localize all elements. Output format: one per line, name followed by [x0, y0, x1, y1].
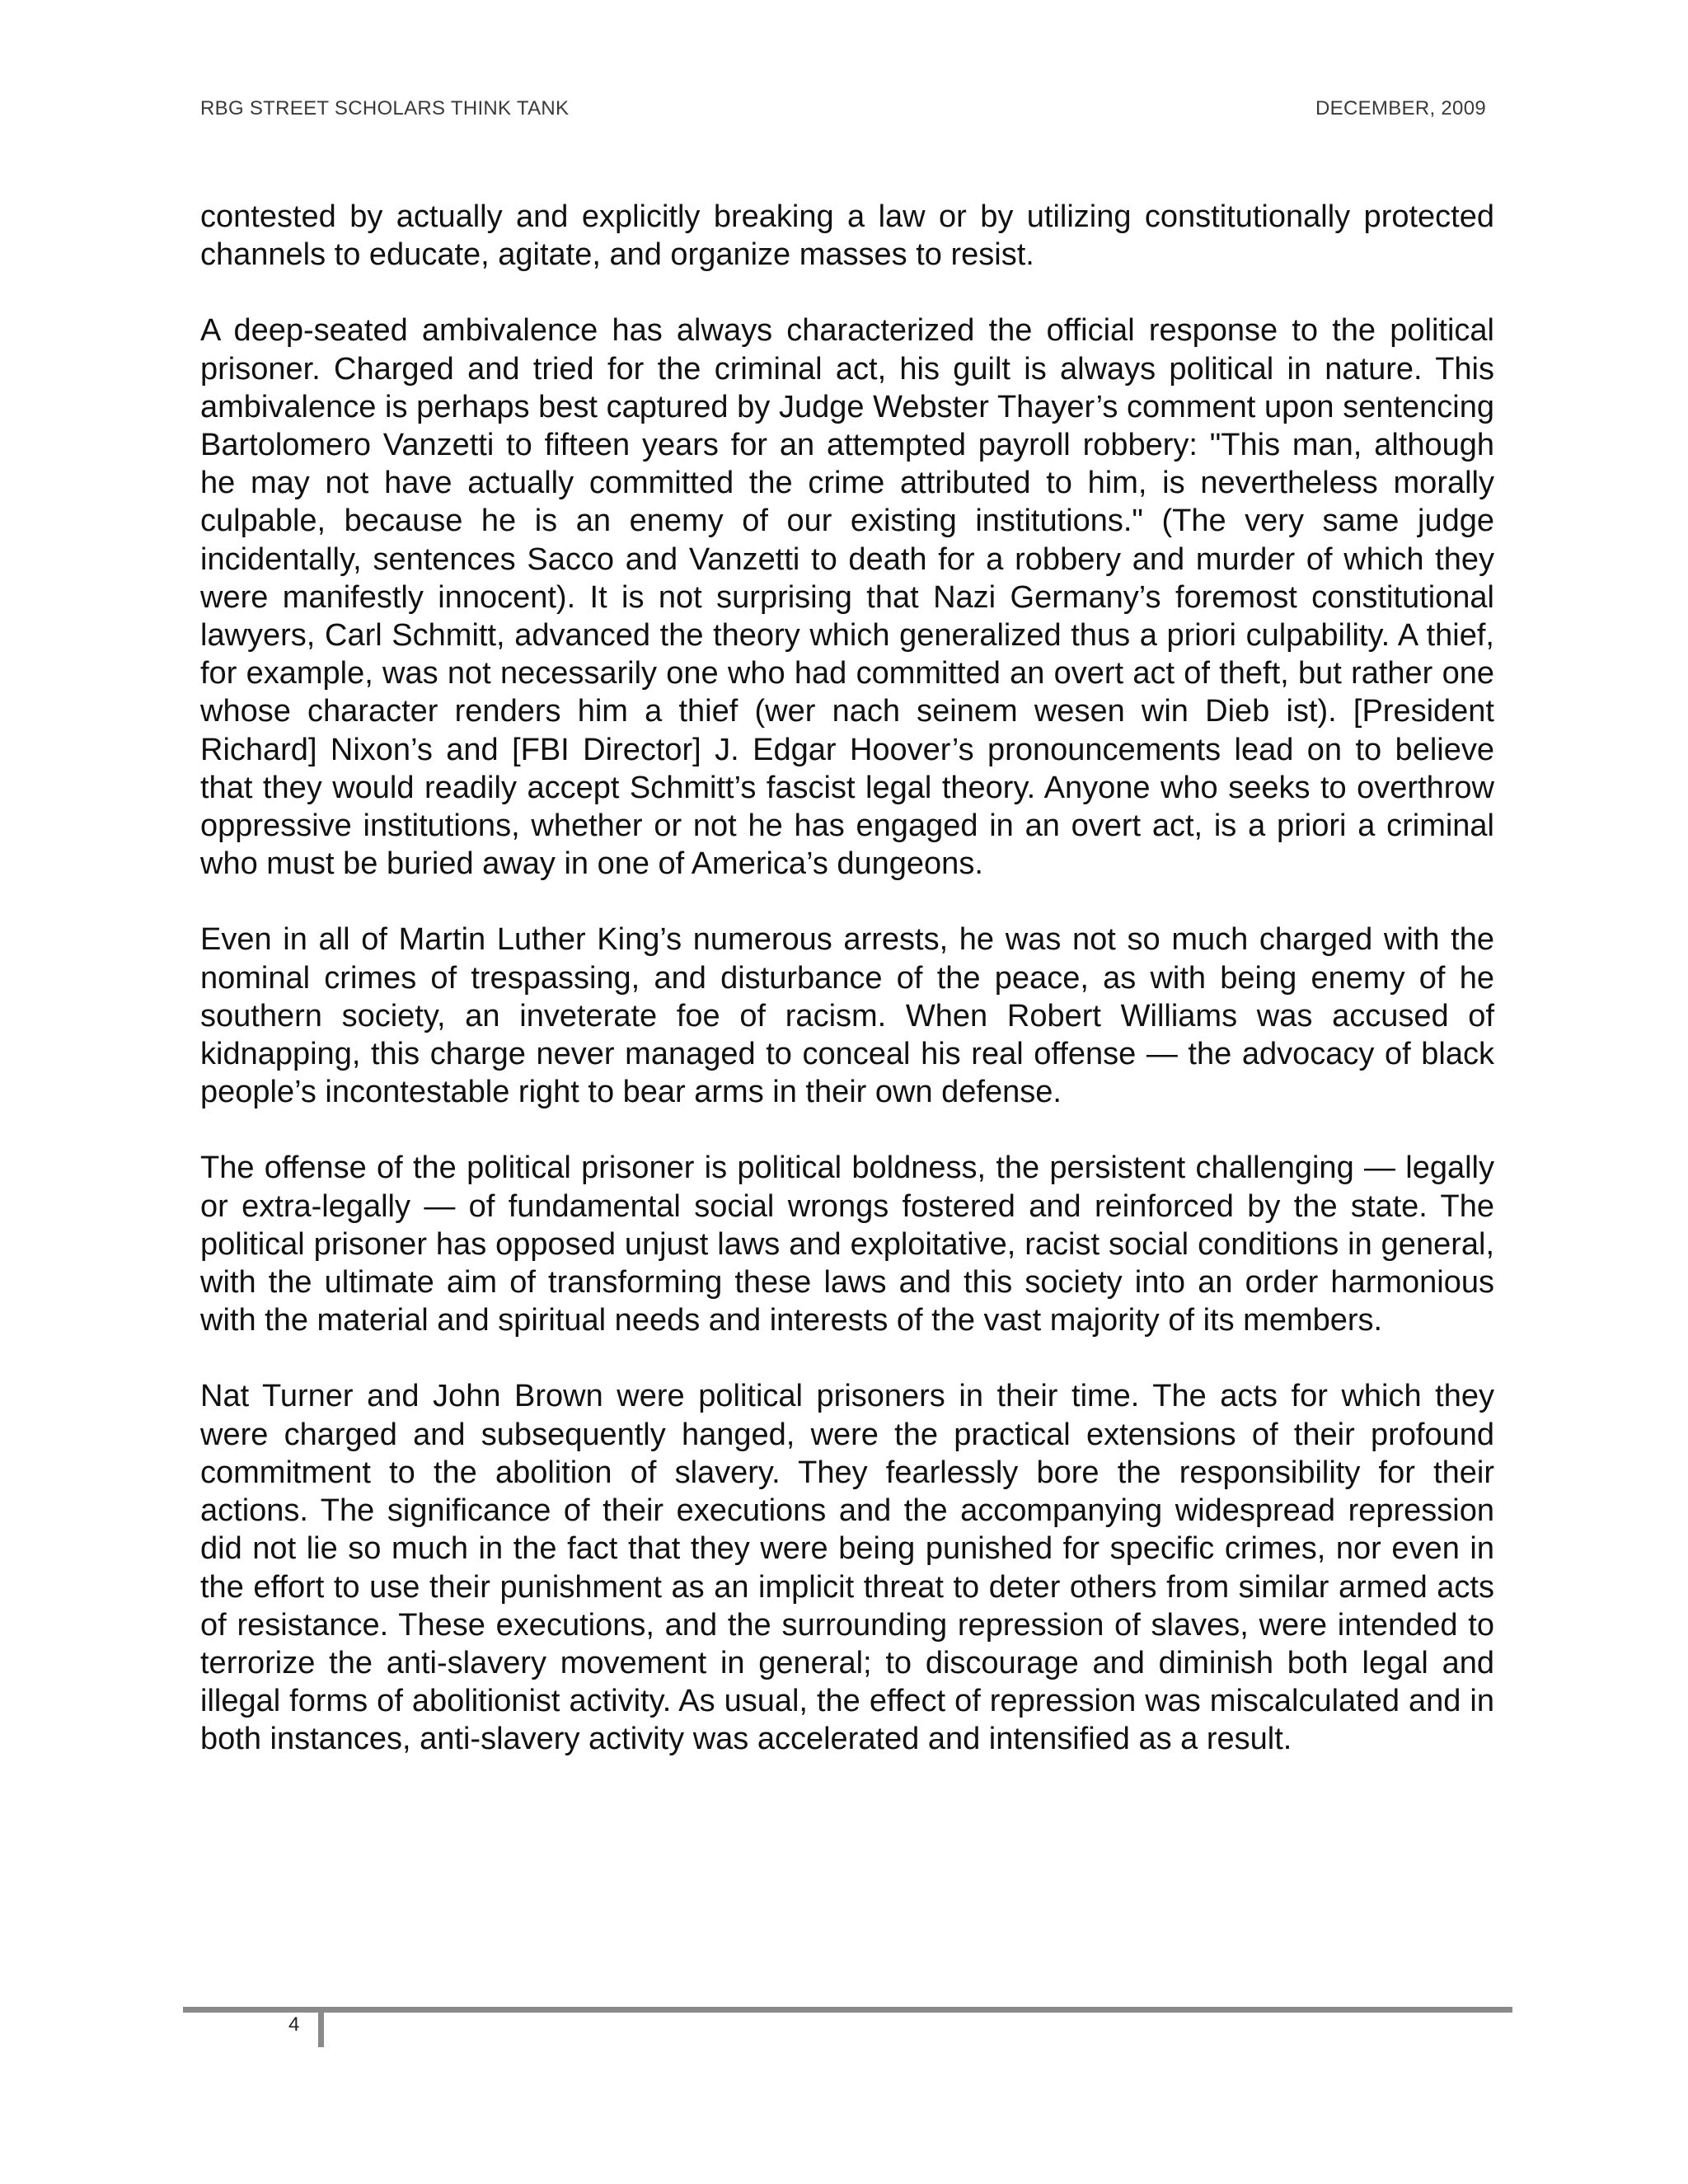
paragraph: A deep-seated ambivalence has always characterized the official response to the political prisoner. Charged and tried for the criminal act, his guilt is always political in nature. This ambivalence is perhaps best captured by Judge Webster Thayer’s comment upon sentencing Bartolomero Vanzetti to fifteen years for an attempted payroll robbery: "This man, although he may not have actually committed the crime attributed to him, is nevertheless morally culpable, because he is an enemy of our existing institutions." (The very same judge incidentally, sentences Sacco and Vanzetti to death for a robbery and murder of which they were manifestly innocent). It is not surprising that Nazi Germany’s foremost constitutional lawyers, Carl Schmitt, advanced the theory which generalized thus a priori culpability. A thief, for example, was not necessarily one who had committed an overt act of theft, but rather one whose character renders him a thief (wer nach seinem wesen win Dieb ist). [President Richard] Nixon’s and [FBI Director] J. Edgar Hoover’s pronouncements lead on to believe that they would readily accept Schmitt’s fascist legal theory. Anyone who seeks to overthrow oppressive institutions, whether or not he has engaged in an overt act, is a priori a criminal who must be buried away in one of America’s dungeons.	[200, 313, 1494, 882]
running-header	[200, 97, 1486, 130]
paragraph: Nat Turner and John Brown were political prisoners in their time. The acts for which they were charged and subsequently hanged, were the practical extensions of their profound commitment to the abolition of slavery. They fearlessly bore the responsibility for their actions. The significance of their executions and the accompanying widespread repression did not lie so much in the fact that they were being punished for specific crimes, nor even in the effort to use their punishment as an implicit threat to deter others from similar armed acts of resistance. These executions, and the surrounding repression of slaves, were intended to terrorize the anti-slavery movement in general; to discourage and diminish both legal and illegal forms of abolitionist activity. As usual, the effect of repression was miscalculated and in both instances, anti-slavery activity was accelerated and intensified as a result.	[200, 1379, 1494, 1757]
paragraph: contested by actually and explicitly breaking a law or by utilizing constitutionally protected channels to educate, agitate, and organize masses to resist.	[200, 199, 1494, 273]
footer-rule	[183, 2007, 1512, 2013]
footer-divider-tick	[318, 2013, 324, 2047]
paragraph: The offense of the political prisoner is political boldness, the persistent challenging — legally or extra-legally — of fundamental social wrongs fostered and reinforced by the state. The political prisoner has opposed unjust laws and exploitative, racist social conditions in general, with the ultimate aim of transforming these laws and this society into an order harmonious with the material and spiritual needs and interests of the vast majority of its members.	[200, 1151, 1494, 1338]
header-publication-title: RBG STREET SCHOLARS THINK TANK	[200, 97, 570, 120]
header-date: DECEMBER, 2009	[1315, 97, 1486, 120]
page-number: 4	[288, 2013, 300, 2036]
body-text	[200, 198, 1494, 1797]
paragraph: Even in all of Martin Luther King’s numerous arrests, he was not so much charged with the nominal crimes of trespassing, and disturbance of the peace, as with being enemy of he southern society, an inveterate foe of racism. When Robert Williams was accused of kidnapping, this charge never managed to conceal his real offense — the advocacy of black people’s incontestable right to bear arms in their own defense.	[200, 922, 1494, 1110]
